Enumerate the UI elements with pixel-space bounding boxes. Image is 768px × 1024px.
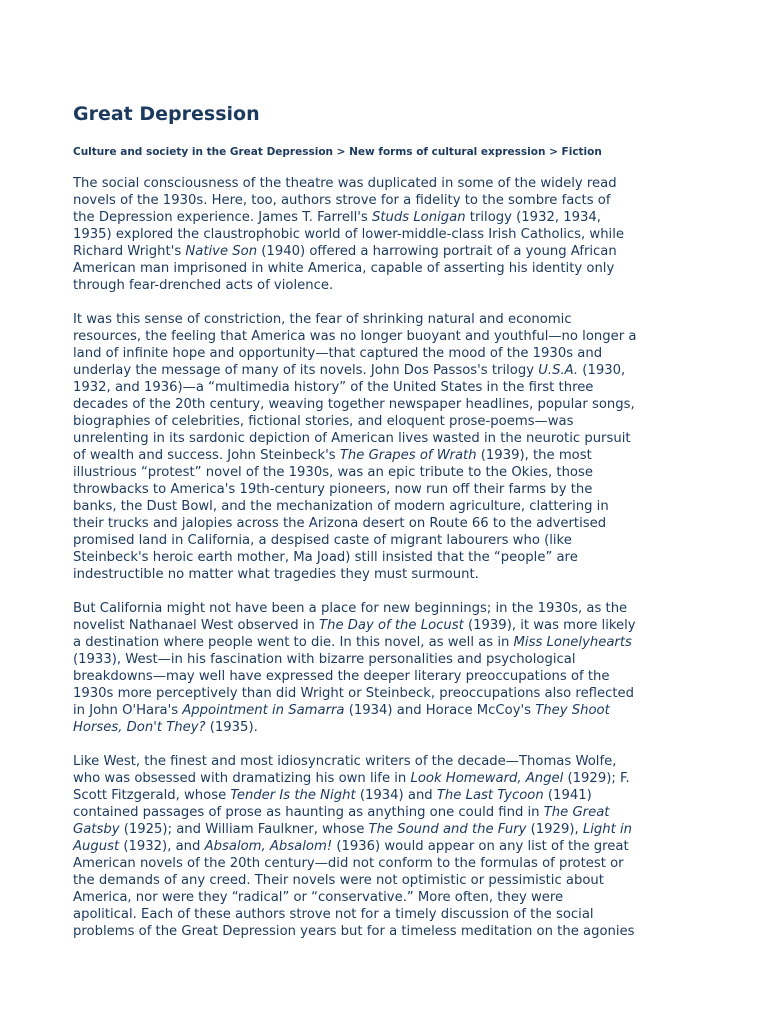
text-run: (1933), West—in his fascination with bizarre personalities and psychological	[73, 652, 576, 667]
work-title: Horses, Don't They?	[73, 720, 206, 735]
paragraph	[73, 600, 697, 736]
work-title: Light in	[582, 822, 632, 837]
text-run: American man imprisoned in white America, capable of asserting his identity only	[73, 261, 615, 276]
text-line	[73, 175, 697, 192]
text-run: novelist Nathanael West observed in	[73, 618, 320, 633]
work-title: Gatsby	[73, 822, 120, 837]
text-line	[73, 430, 697, 447]
paragraph	[73, 753, 697, 940]
text-run: (1939), it was more likely	[463, 618, 636, 633]
text-run: problems of the Great Depression years but for a timeless meditation on the agonies	[73, 924, 635, 939]
text-run: (1932), and	[119, 839, 205, 854]
text-run: (1934) and Horace McCoy's	[344, 703, 536, 718]
paragraph	[73, 311, 697, 583]
text-run: underlay the message of many of its novels. John Dos Passos's trilogy	[73, 363, 539, 378]
text-line	[73, 787, 697, 804]
text-run: (1940) offered a harrowing portrait of a young African	[257, 244, 617, 259]
text-line	[73, 651, 697, 668]
work-title: August	[73, 839, 120, 854]
text-run: (1929); F.	[563, 771, 630, 786]
text-run: (1939), the most	[476, 448, 592, 463]
work-title: Absalom, Absalom!	[204, 839, 333, 854]
work-title: Appointment in Samarra	[182, 703, 345, 718]
work-title: The Grapes of Wrath	[339, 448, 477, 463]
text-line	[73, 804, 697, 821]
text-run: Richard Wright's	[73, 244, 186, 259]
text-run: novels of the 1930s. Here, too, authors strove for a fidelity to the sombre facts of	[73, 193, 611, 208]
text-run: (1934) and	[355, 788, 437, 803]
text-run: (1929),	[526, 822, 583, 837]
article-body	[73, 175, 697, 957]
text-line	[73, 702, 697, 719]
text-line	[73, 226, 697, 243]
text-line	[73, 396, 697, 413]
text-line	[73, 855, 697, 872]
breadcrumb: Culture and society in the Great Depression > New forms of cultural expression > Fiction	[73, 146, 602, 158]
work-title: Studs Lonigan	[372, 210, 466, 225]
work-title: The Great	[543, 805, 610, 820]
text-run: It was this sense of constriction, the fear of shrinking natural and economic	[73, 312, 572, 327]
text-line	[73, 753, 697, 770]
text-run: But California might not have been a place for new beginnings; in the 1930s, as the	[73, 601, 628, 616]
text-line	[73, 821, 697, 838]
text-line	[73, 277, 697, 294]
text-line	[73, 838, 697, 855]
text-run: illustrious “protest” novel of the 1930s, was an epic tribute to the Okies, those	[73, 465, 593, 480]
text-line	[73, 906, 697, 923]
text-run: decades of the 20th century, weaving together newspaper headlines, popular songs,	[73, 397, 635, 412]
text-run: (1941)	[543, 788, 592, 803]
text-line	[73, 719, 697, 736]
text-line	[73, 379, 697, 396]
text-run: of wealth and success. John Steinbeck's	[73, 448, 340, 463]
text-line	[73, 549, 697, 566]
text-line	[73, 345, 697, 362]
text-run: in John O'Hara's	[73, 703, 183, 718]
text-line	[73, 498, 697, 515]
text-line	[73, 209, 697, 226]
text-run: their trucks and jalopies across the Arizona desert on Route 66 to the advertised	[73, 516, 607, 531]
text-line	[73, 617, 697, 634]
work-title: U.S.A.	[538, 363, 579, 378]
text-line	[73, 243, 697, 260]
text-run: breakdowns—may well have expressed the deeper literary preoccupations of the	[73, 669, 610, 684]
text-run: the demands of any creed. Their novels were not optimistic or pessimistic about	[73, 873, 604, 888]
text-line	[73, 311, 697, 328]
text-run: The social consciousness of the theatre was duplicated in some of the widely read	[73, 176, 617, 191]
text-run: contained passages of prose as haunting as anything one could find in	[73, 805, 544, 820]
text-run: trilogy (1932, 1934,	[465, 210, 601, 225]
text-run: promised land in California, a despised caste of migrant labourers who (like	[73, 533, 572, 548]
work-title: Native Son	[185, 244, 258, 259]
text-line	[73, 515, 697, 532]
text-run: Like West, the finest and most idiosyncratic writers of the decade—Thomas Wolfe,	[73, 754, 617, 769]
work-title: Tender Is the Night	[230, 788, 356, 803]
text-line	[73, 328, 697, 345]
text-line	[73, 192, 697, 209]
text-run: apolitical. Each of these authors strove not for a timely discussion of the social	[73, 907, 594, 922]
work-title: Miss Lonelyhearts	[513, 635, 632, 650]
text-line	[73, 685, 697, 702]
text-run: biographies of celebrities, fictional stories, and eloquent prose-poems—was	[73, 414, 574, 429]
text-run: (1936) would appear on any list of the great	[332, 839, 629, 854]
text-line	[73, 872, 697, 889]
text-run: land of infinite hope and opportunity—that captured the mood of the 1930s and	[73, 346, 603, 361]
work-title: Look Homeward, Angel	[410, 771, 564, 786]
text-run: 1935) explored the claustrophobic world of lower-middle-class Irish Catholics, while	[73, 227, 624, 242]
text-line	[73, 481, 697, 498]
text-run: (1935).	[205, 720, 258, 735]
text-run: America, nor were they “radical” or “conservative.” More often, they were	[73, 890, 564, 905]
text-line	[73, 413, 697, 430]
work-title: The Last Tycoon	[436, 788, 544, 803]
text-run: the Depression experience. James T. Farrell's	[73, 210, 372, 225]
text-line	[73, 600, 697, 617]
text-line	[73, 532, 697, 549]
text-run: throwbacks to America's 19th-century pioneers, now run off their farms by the	[73, 482, 593, 497]
text-run: resources, the feeling that America was no longer buoyant and youthful—no longer a	[73, 329, 637, 344]
text-run: indestructible no matter what tragedies they must surmount.	[73, 567, 479, 582]
text-line	[73, 923, 697, 940]
text-line	[73, 362, 697, 379]
text-run: Steinbeck's heroic earth mother, Ma Joad) still insisted that the “people” are	[73, 550, 578, 565]
work-title: The Sound and the Fury	[368, 822, 527, 837]
work-title: The Day of the Locust	[319, 618, 464, 633]
text-run: banks, the Dust Bowl, and the mechanization of modern agriculture, clattering in	[73, 499, 609, 514]
page-title: Great Depression	[73, 103, 260, 125]
text-line	[73, 260, 697, 277]
text-run: 1930s more perceptively than did Wright or Steinbeck, preoccupations also reflected	[73, 686, 635, 701]
text-run: American novels of the 20th century—did not conform to the formulas of protest or	[73, 856, 624, 871]
paragraph	[73, 175, 697, 294]
text-run: (1925); and William Faulkner, whose	[119, 822, 369, 837]
text-run: Scott Fitzgerald, whose	[73, 788, 231, 803]
text-run: unrelenting in its sardonic depiction of American lives wasted in the neurotic pursuit	[73, 431, 631, 446]
text-run: through fear-drenched acts of violence.	[73, 278, 334, 293]
text-line	[73, 566, 697, 583]
work-title: They Shoot	[535, 703, 610, 718]
text-run: (1930,	[578, 363, 626, 378]
text-line	[73, 770, 697, 787]
text-run: who was obsessed with dramatizing his own life in	[73, 771, 411, 786]
text-run: 1932, and 1936)—a “multimedia history” of the United States in the first three	[73, 380, 594, 395]
text-line	[73, 889, 697, 906]
text-line	[73, 464, 697, 481]
text-run: a destination where people went to die. In this novel, as well as in	[73, 635, 514, 650]
text-line	[73, 668, 697, 685]
text-line	[73, 447, 697, 464]
text-line	[73, 634, 697, 651]
